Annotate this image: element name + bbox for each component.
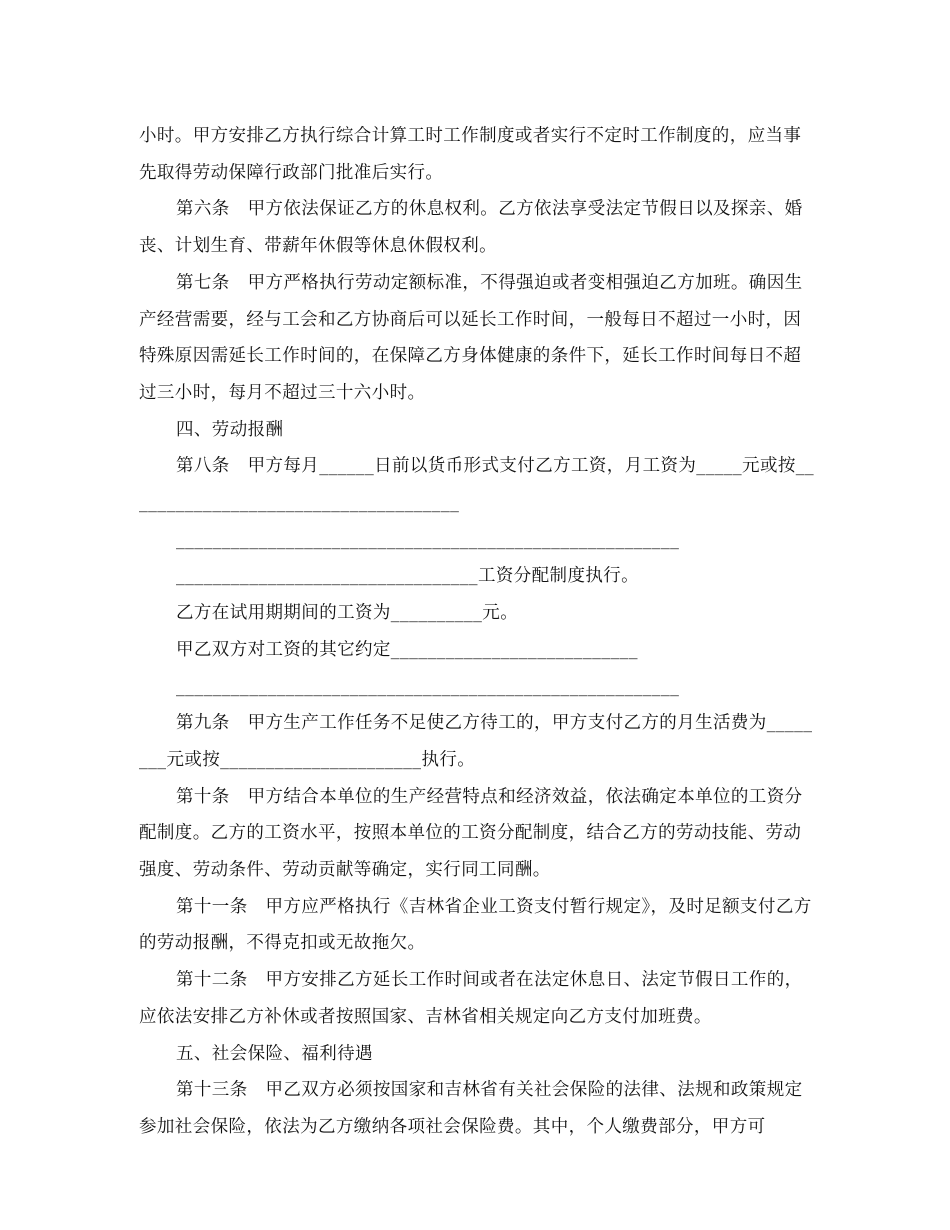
article-13: 第十三条 甲乙双方必须按国家和吉林省有关社会保险的法律、法规和政策规定参加社会保险，依法为乙方缴纳各项社会保险费。其中，个人缴费部分，甲方可: [139, 1080, 803, 1137]
article-8-wage-distribution: _________________________________工资分配制度执行。: [176, 566, 640, 587]
section-heading-social-insurance: 五、社会保险、福利待遇: [176, 1043, 373, 1064]
other-wage-agreements-blank-line: _______________________________________________________: [176, 676, 680, 697]
article-10: 第十条 甲方结合本单位的生产经营特点和经济效益，依法确定本单位的工资分配制度。乙方的工资水平，按照本单位的工资分配制度，结合乙方的劳动技能、劳动强度、劳动条件、劳动贡献等确定，实行同工同酬。: [139, 786, 803, 881]
article-11: 第十一条 甲方应严格执行《吉林省企业工资支付暂行规定》，及时足额支付乙方的劳动报酬，不得克扣或无故拖欠。: [139, 896, 812, 954]
article-12: 第十二条 甲方安排乙方延长工作时间或者在法定休息日、法定节假日工作的，应依法安排乙方补休或者按照国家、吉林省相关规定向乙方支付加班费。: [139, 970, 803, 1027]
article-8: 第八条 甲方每月______日前以货币形式支付乙方工资，月工资为_____元或按_____________________________________: [139, 456, 815, 514]
paragraph-working-hours-end: 小时。甲方安排乙方执行综合计算工时工作制度或者实行不定时工作制度的，应当事先取得劳动保障行政部门批准后实行。: [139, 126, 802, 183]
probation-wage: 乙方在试用期期间的工资为__________元。: [176, 603, 519, 624]
article-7: 第七条 甲方严格执行劳动定额标准，不得强迫或者变相强迫乙方加班。确因生产经营需要，经与工会和乙方协商后可以延长工作时间，一般每日不超过一小时，因特殊原因需延长工作时间的，在保障乙方身体健康的条件下，延长工作时间每日不超过三小时，每月不超过三十六小时。: [139, 272, 803, 403]
article-6: 第六条 甲方依法保证乙方的休息权利。乙方依法享受法定节假日以及探亲、婚丧、计划生育、带薪年休假等休息休假权利。: [139, 199, 803, 257]
document-body: [139, 118, 819, 1146]
section-heading-labor-remuneration: 四、劳动报酬: [176, 419, 284, 440]
other-wage-agreements: 甲乙双方对工资的其它约定___________________________: [176, 639, 638, 660]
article-9: 第九条 甲方生产工作任务不足使乙方待工的，甲方支付乙方的月生活费为________元或按______________________执行。: [139, 713, 813, 770]
article-8-blank-line: _______________________________________________________: [176, 529, 680, 550]
